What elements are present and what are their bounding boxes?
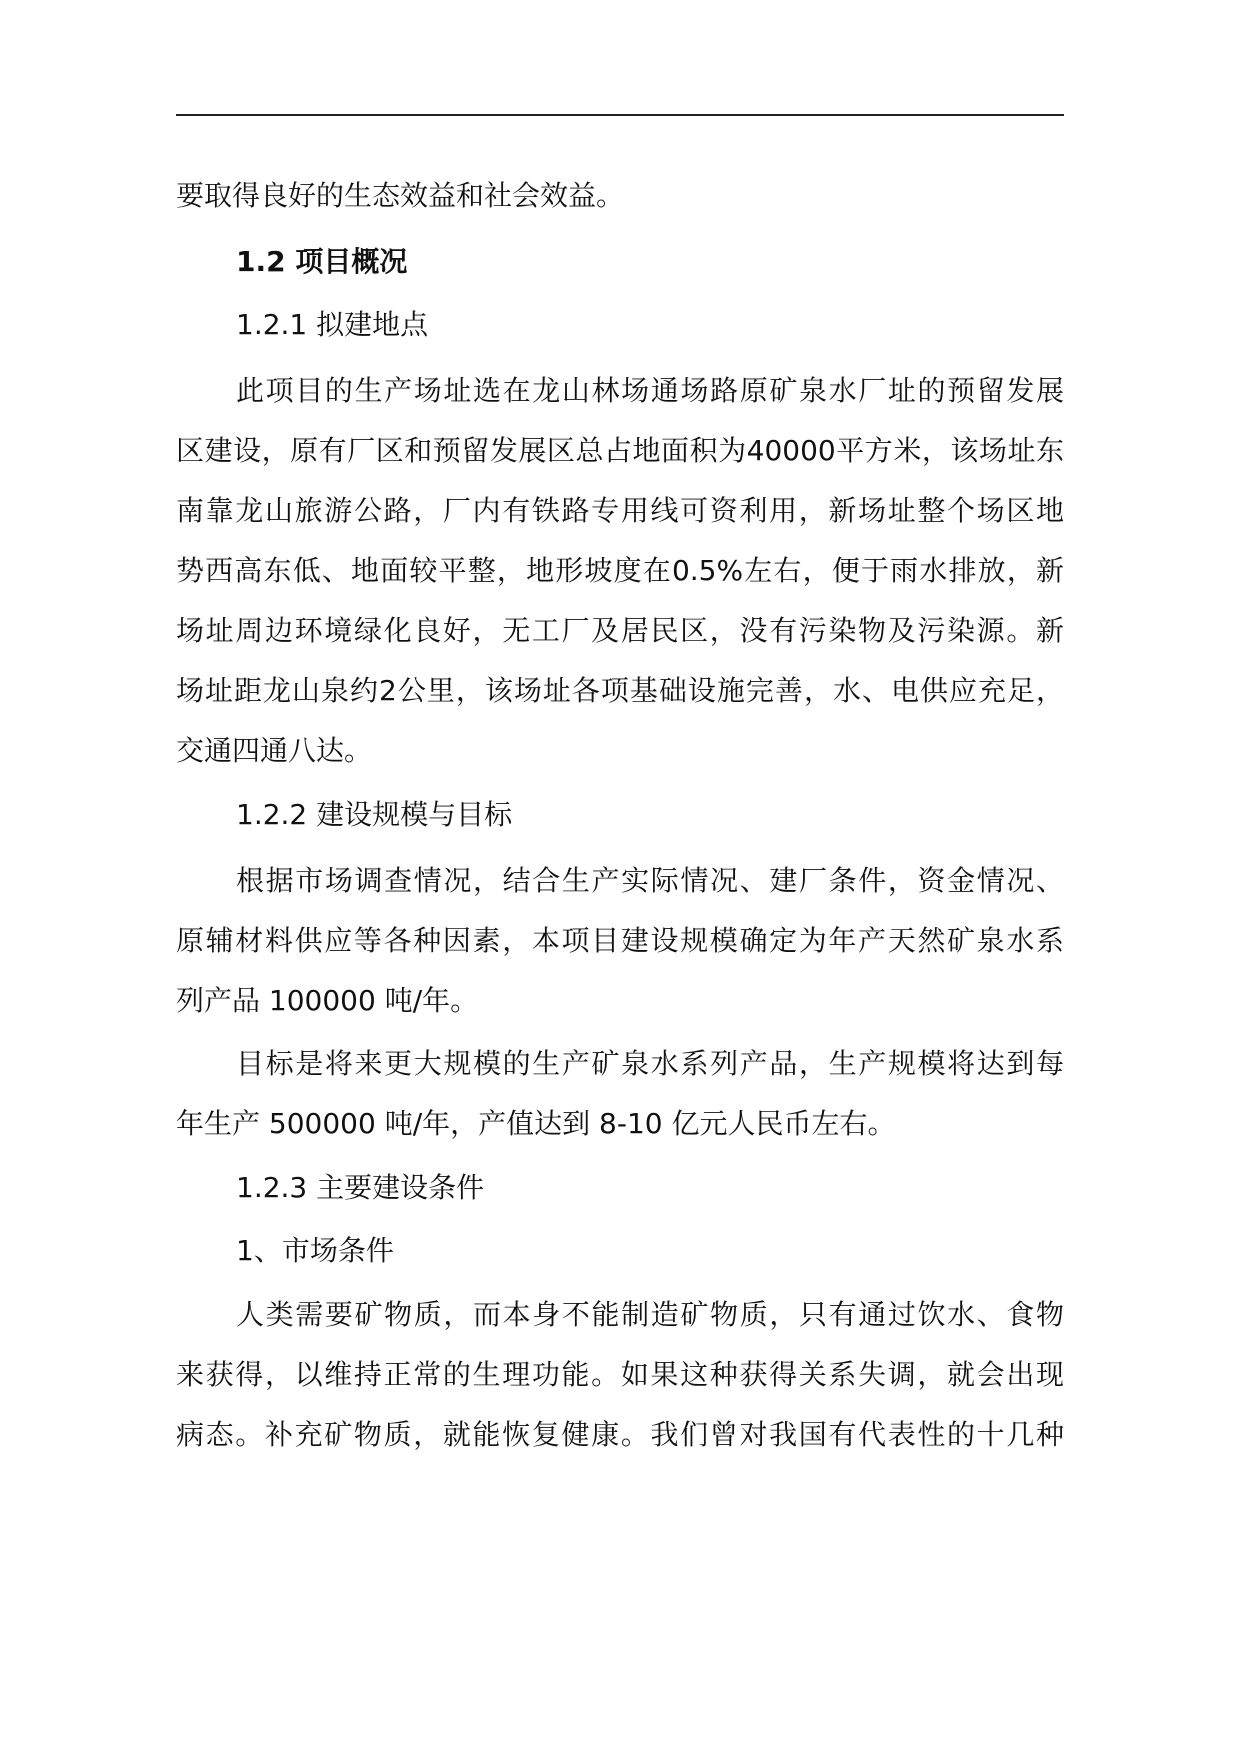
paragraph-line: 场址距龙山泉约2公里，该场址各项基础设施完善，水、电供应充足，: [176, 674, 1064, 707]
section-heading: 1.2 项目概况: [236, 245, 408, 278]
paragraph-line: 根据市场调查情况，结合生产实际情况、建厂条件，资金情况、: [236, 864, 1064, 897]
header-rule: [176, 114, 1064, 116]
paragraph-line: 列产品 100000 吨/年。: [176, 984, 479, 1017]
subsection-heading: 1.2.1 拟建地点: [236, 308, 429, 341]
subsection-heading: 1.2.3 主要建设条件: [236, 1171, 485, 1204]
paragraph-line: 场址周边环境绿化良好，无工厂及居民区，没有污染物及污染源。新: [176, 614, 1064, 647]
paragraph-line: 交通四通八达。: [176, 734, 373, 767]
paragraph-line: 此项目的生产场址选在龙山林场通场路原矿泉水厂址的预留发展: [236, 374, 1064, 407]
list-heading: 1、市场条件: [236, 1234, 394, 1267]
subsection-heading: 1.2.2 建设规模与目标: [236, 798, 513, 831]
paragraph-line: 南靠龙山旅游公路，厂内有铁路专用线可资利用，新场址整个场区地: [176, 494, 1064, 527]
paragraph-line: 要取得良好的生态效益和社会效益。: [176, 179, 625, 212]
paragraph-line: 病态。补充矿物质，就能恢复健康。我们曾对我国有代表性的十几种: [176, 1418, 1064, 1451]
paragraph-line: 区建设，原有厂区和预留发展区总占地面积为40000平方米，该场址东: [176, 434, 1064, 467]
paragraph-line: 原辅材料供应等各种因素，本项目建设规模确定为年产天然矿泉水系: [176, 924, 1064, 957]
paragraph-line: 年生产 500000 吨/年，产值达到 8-10 亿元人民币左右。: [176, 1107, 896, 1140]
paragraph-line: 人类需要矿物质，而本身不能制造矿物质，只有通过饮水、食物: [236, 1298, 1064, 1331]
paragraph-line: 目标是将来更大规模的生产矿泉水系列产品，生产规模将达到每: [236, 1047, 1064, 1080]
paragraph-line: 势西高东低、地面较平整，地形坡度在0.5%左右，便于雨水排放，新: [176, 554, 1064, 587]
paragraph-line: 来获得，以维持正常的生理功能。如果这种获得关系失调，就会出现: [176, 1358, 1064, 1391]
